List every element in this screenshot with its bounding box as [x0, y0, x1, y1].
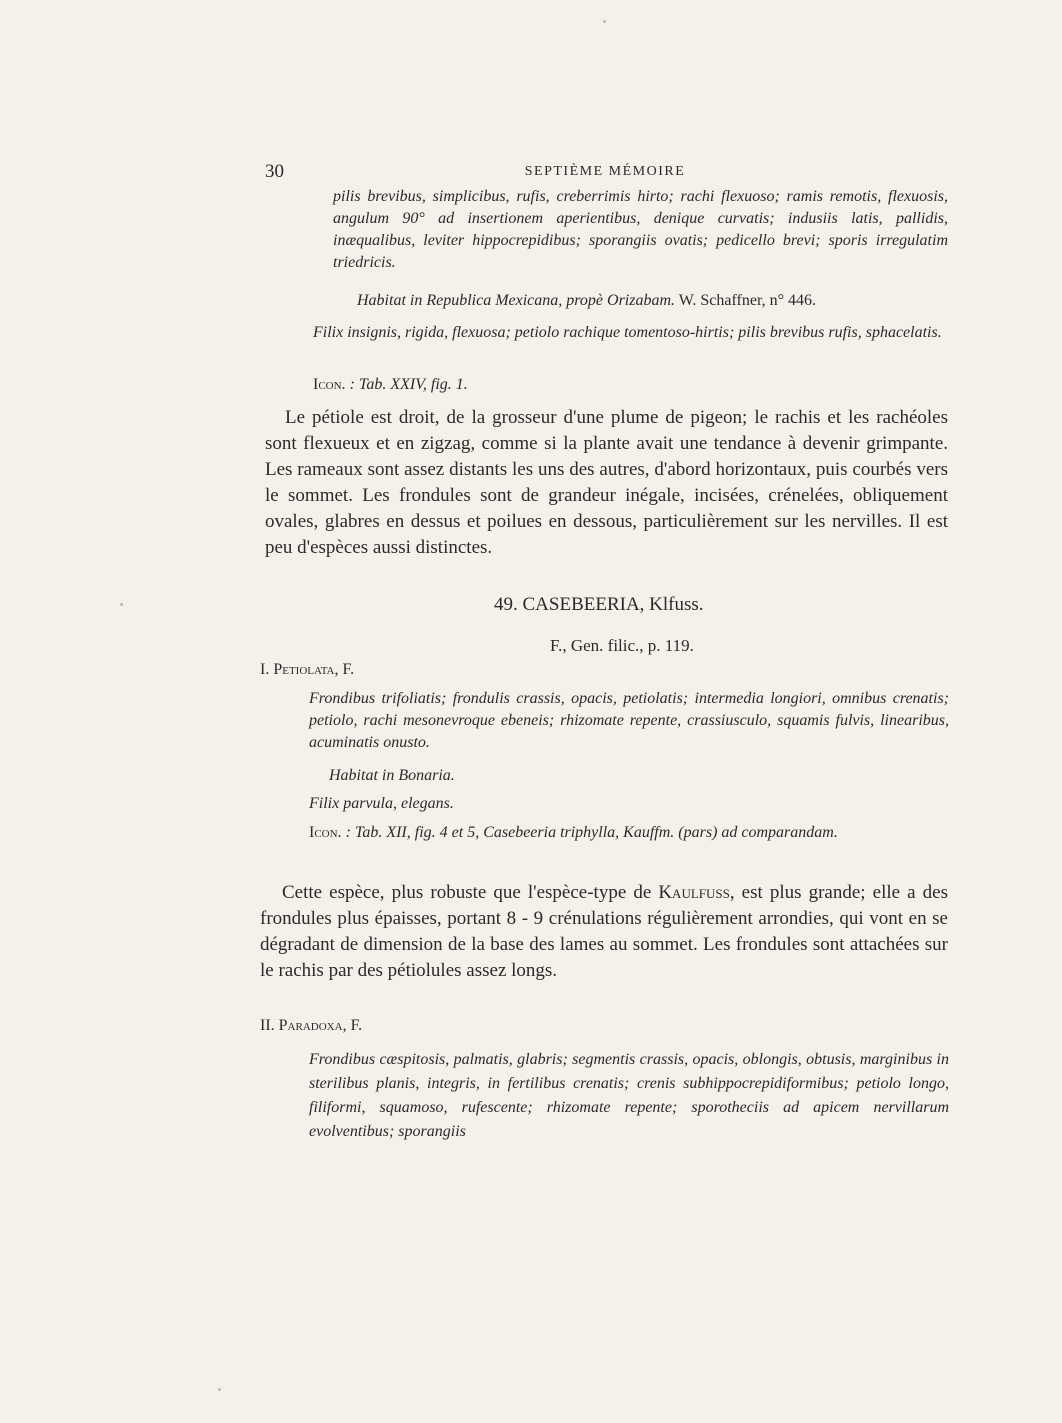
- genus-reference: F., Gen. filic., p. 119.: [550, 636, 694, 655]
- section-1-latin-description: Frondibus trifoliatis; frondulis crassis, opacis, petiolatis; intermedia longiori, omnibus crenatis; petiolo, rachi mesonevroque ebeneis; rhizomate repente, crassiusculo, squamis fulvis, linearibus, acuminatis onusto.: [309, 690, 949, 751]
- page-number: 30: [265, 161, 284, 182]
- section-1-name: Petiolata: [273, 661, 335, 678]
- icon-plate: : Tab. XXIV, fig. 1.: [345, 376, 468, 393]
- section-2-number: II.: [260, 1017, 279, 1034]
- section-2-name: Paradoxa: [278, 1017, 343, 1034]
- section-2-author: , F.: [342, 1017, 363, 1034]
- icon-label: Icon.: [313, 376, 346, 393]
- section-1-paragraph: [260, 880, 948, 984]
- running-title: SEPTIÈME MÉMOIRE: [524, 164, 686, 179]
- habitat-collector: W. Schaffner, n° 446.: [675, 292, 817, 309]
- page-header: [265, 161, 945, 183]
- section-1-icon-label: Icon.: [309, 824, 342, 841]
- filix-note: Filix insignis, rigida, flexuosa; petiolo rachique tomentoso-hirtis; pilis brevibus rufis, sphacelatis.: [313, 324, 942, 341]
- section-2-latin-description: Frondibus cæspitosis, palmatis, glabris; segmentis crassis, opacis, oblongis, obtusis, marginibus in sterilibus planis, integris, in fertilibus crenatis; crenis subhippocrepidiformibus; petiolo longo, filiformi, squamoso, rufescente; rhizomate repente; sporotheciis ad apicem nervillarum evolventibus; sporangiis: [309, 1051, 949, 1140]
- section-1-paragraph-end: , est plus grande; elle a des frondules plus épaisses, portant 8 - 9 crénulations régulièrement arrondies, qui vont en se dégradant de dimension de la base des lames au sommet. Les frondules sont attachées sur le rachis par des pétiolules assez longs.: [260, 882, 948, 981]
- scan-speck: [603, 20, 606, 23]
- section-1-paragraph-start: Cette espèce, plus robuste que l'espèce-type de: [282, 882, 659, 903]
- section-1-icon-reference: [309, 822, 949, 844]
- latin-description-continued: pilis brevibus, simplicibus, rufis, creberrimis hirto; rachi flexuoso; ramis remotis, flexuosis, angulum 90° ad insertionem aperientibus, denique curvatis; indusiis latis, pallidis, inæqualibus, leviter hippocrepidibus; sporangiis ovatis; pedicello brevi; sporis irregulatim triedricis.: [333, 188, 948, 271]
- section-1-habitat: Habitat in Bonaria.: [329, 767, 455, 784]
- genus-heading: 49. CASEBEERIA, Klfuss.: [494, 594, 704, 615]
- section-1-author: , F.: [334, 661, 355, 678]
- section-1-filix: Filix parvula, elegans.: [309, 795, 454, 812]
- description-paragraph: Le pétiole est droit, de la grosseur d'une plume de pigeon; le rachis et les rachéoles sont flexueux et en zigzag, comme si la plante avait une tendance à devenir grimpante. Les rameaux sont assez distants les uns des autres, d'abord horizontaux, puis courbés vers le sommet. Les frondules sont de grandeur inégale, incisées, crénelées, obliquement ovales, glabres en dessus et poilues en dessous, particulièrement sur les nervilles. Il est peu d'espèces aussi distinctes.: [265, 407, 948, 558]
- icon-reference: [313, 376, 468, 394]
- habitat-line: [357, 292, 816, 310]
- section-1-number: I.: [260, 661, 274, 678]
- section-1-heading: [260, 661, 354, 679]
- scan-speck: [120, 603, 123, 606]
- section-1-icon-plate: : Tab. XII, fig. 4 et 5, Casebeeria triphylla, Kauffm. (pars) ad comparandam.: [341, 824, 838, 841]
- habitat-location: Habitat in Republica Mexicana, propè Orizabam.: [357, 292, 676, 309]
- section-2-heading: [260, 1017, 362, 1035]
- section-1-paragraph-author: Kaulfuss: [658, 882, 730, 903]
- scan-speck: [218, 1388, 221, 1391]
